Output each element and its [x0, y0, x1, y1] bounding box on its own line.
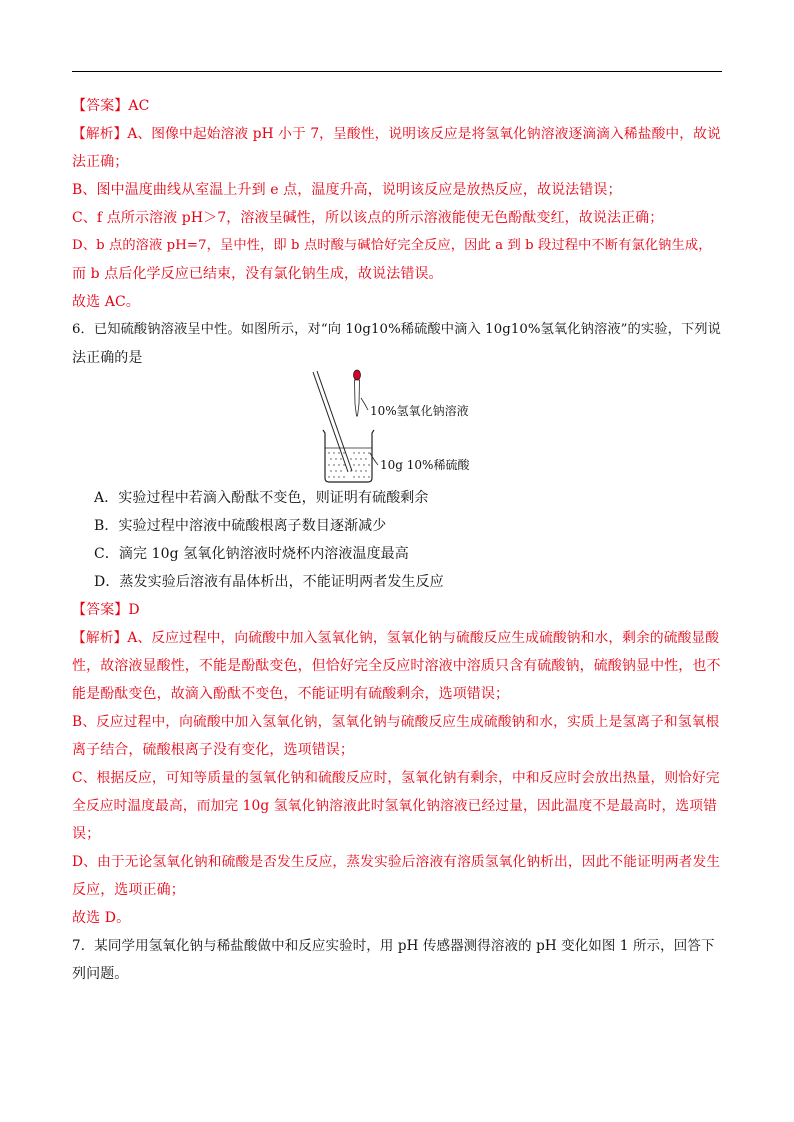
- q6-option-b: B．实验过程中溶液中硫酸根离子数目逐渐减少: [94, 518, 387, 534]
- q6-analysis-line: 反应，选项正确；: [72, 882, 185, 898]
- beaker-experiment-figure: [310, 364, 500, 484]
- q6-analysis-line: 全反应时温度最高，而加完 10g 氢氧化钠溶液此时氢氧化钠溶液已经过量，因此温度不是最高时，选项错: [72, 798, 717, 814]
- q6-option-d: D．蒸发实验后溶液有晶体析出，不能证明两者发生反应: [94, 574, 444, 590]
- acid-leader-line: [370, 453, 378, 465]
- q7-stem: 7．某同学用氢氧化钠与稀盐酸做中和反应实验时，用 pH 传感器测得溶液的 pH 变化如图 1 所示，回答下: [72, 938, 715, 954]
- naoh-solution-label: 10%氢氧化钠溶液: [370, 404, 469, 418]
- q6-conclusion: 故选 D。: [72, 910, 131, 926]
- header-rule: [72, 71, 722, 72]
- q6-analysis-line: C、根据反应，可知等质量的氢氧化钠和硫酸反应时，氢氧化钠有剩余，中和反应时会放出热量，则恰好完: [72, 770, 720, 786]
- q6-option-a: A．实验过程中若滴入酚酞不变色，则证明有硫酸剩余: [94, 490, 429, 506]
- q6-analysis-line: B、反应过程中，向硫酸中加入氢氧化钠，氢氧化钠与硫酸反应生成硫酸钠和水，实质上是氢离子和氢氧根: [72, 714, 720, 730]
- q7-stem: 列问题。: [72, 966, 129, 982]
- dropper-bulb: [354, 370, 361, 380]
- q5-answer: 【答案】AC: [72, 98, 150, 114]
- q5-analysis-line: B、图中温度曲线从室温上升到 e 点，温度升高，说明该反应是放热反应，故说法错误；: [72, 182, 622, 198]
- q5-conclusion: 故选 AC。: [72, 294, 140, 310]
- q6-answer: 【答案】D: [72, 602, 140, 618]
- q6-stem: 6．已知硫酸钠溶液呈中性。如图所示，对“向 10g10%稀硫酸中滴入 10g10%氢氧化钠溶液”的实验，下列说: [72, 322, 721, 337]
- q5-analysis-line: D、b 点的溶液 pH=7，呈中性，即 b 点时酸与碱恰好完全反应，因此 a 到 b 段过程中不断有氯化钠生成，: [72, 238, 712, 253]
- q5-analysis-line: 法正确；: [72, 154, 129, 170]
- dropper-tube: [355, 380, 360, 416]
- q6-analysis-line: D、由于无论氢氧化钠和硫酸是否发生反应，蒸发实验后溶液有溶质氢氧化钠析出，因此不能证明两者发生: [72, 854, 721, 870]
- q5-analysis-line: C、f 点所示溶液 pH＞7，溶液呈碱性，所以该点的所示溶液能使无色酚酞变红，故说法正确；: [72, 210, 664, 226]
- glass-rod: [313, 372, 348, 472]
- dilute-acid-label: 10g 10%稀硫酸: [380, 458, 470, 472]
- q6-option-c: C．滴完 10g 氢氧化钠溶液时烧杯内溶液温度最高: [94, 546, 409, 562]
- q6-analysis-line: 离子结合，硫酸根离子没有变化，选项错误；: [72, 742, 354, 758]
- q6-stem: 法正确的是: [72, 350, 143, 366]
- q6-analysis-line: 能是酚酞变色，故滴入酚酞不变色，不能证明有硫酸剩余，选项错误；: [72, 686, 510, 702]
- liquid-dots: [328, 452, 369, 477]
- beaker: [323, 430, 374, 482]
- naoh-leader-line: [361, 398, 368, 410]
- q6-analysis-line: 性，故溶液显酸性，不能是酚酞变色，但恰好完全反应时溶液中溶质只含有硫酸钠，硫酸钠显中性，也不: [72, 658, 721, 674]
- q6-analysis-line: 【解析】A、反应过程中，向硫酸中加入氢氧化钠，氢氧化钠与硫酸反应生成硫酸钠和水，剩余的硫酸显酸: [72, 630, 720, 646]
- q6-analysis-line: 误；: [72, 826, 101, 842]
- q5-analysis-line: 【解析】A、图像中起始溶液 pH 小于 7，呈酸性，说明该反应是将氢氧化钠溶液逐滴滴入稀盐酸中，故说: [72, 126, 721, 142]
- q5-analysis-line: 而 b 点后化学反应已结束，没有氯化钠生成，故说法错误。: [72, 266, 443, 282]
